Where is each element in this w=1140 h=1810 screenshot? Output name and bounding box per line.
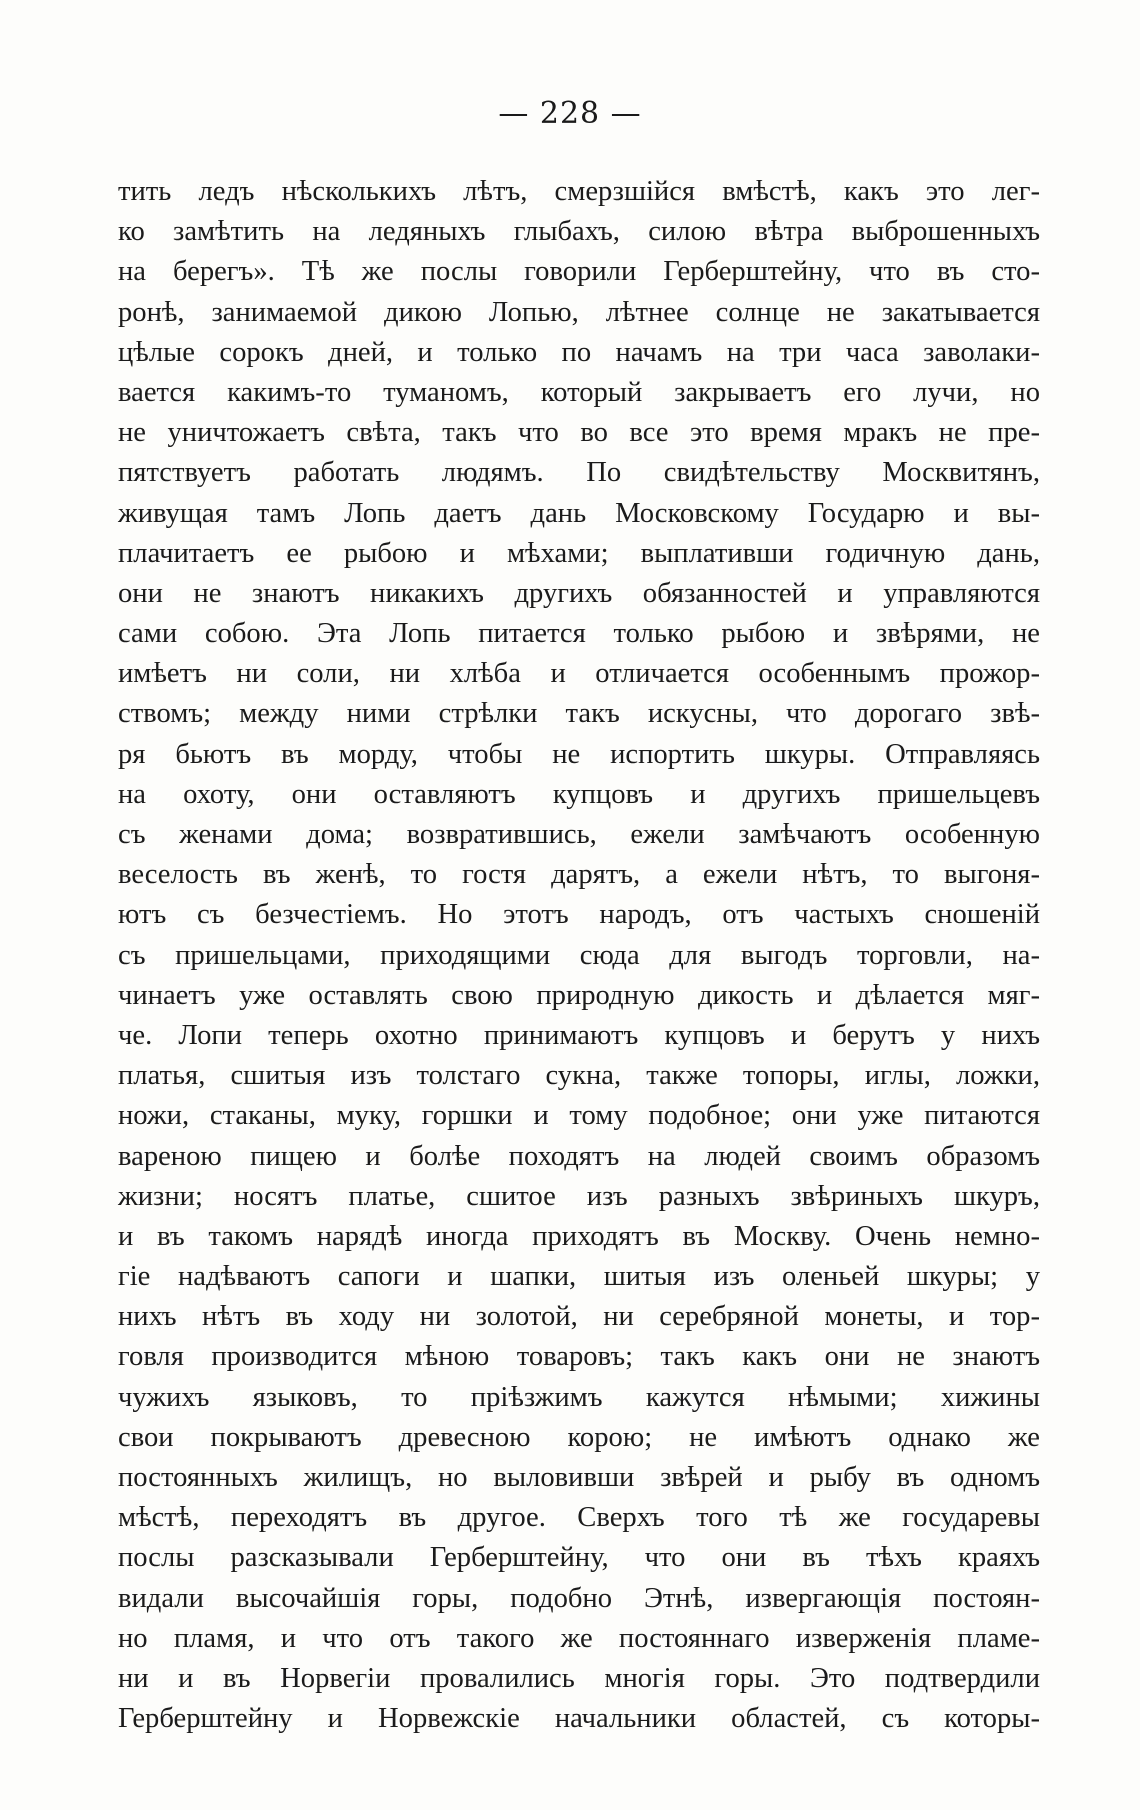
text-line: и въ такомъ нарядѣ иногда приходятъ въ Москву. Очень немно- xyxy=(118,1220,1040,1252)
text-line: ни и въ Норвегіи провалились многія горы. Это подтвердили xyxy=(118,1662,1040,1694)
text-line: ствомъ; между ними стрѣлки такъ искусны, что дорогаго звѣ- xyxy=(118,698,1040,730)
text-line: чинаетъ уже оставлять свою природную дикость и дѣлается мяг- xyxy=(118,979,1040,1011)
text-line: мѣстѣ, переходятъ въ другое. Сверхъ того тѣ же государевы xyxy=(118,1502,1040,1534)
text-line: че. Лопи теперь охотно принимаютъ купцовъ и берутъ у нихъ xyxy=(118,1019,1040,1051)
text-line: видали высочайшія горы, подобно Этнѣ, извергающія постоян- xyxy=(118,1582,1040,1614)
text-line: пятствуетъ работать людямъ. По свидѣтельству Москвитянъ, xyxy=(118,457,1040,489)
page-number: — 228 — xyxy=(498,96,642,131)
text-line: ножи, стаканы, муку, горшки и тому подобное; они уже питаются xyxy=(118,1100,1040,1132)
text-line: вается какимъ-то туманомъ, который закрываетъ его лучи, но xyxy=(118,376,1040,408)
text-line: но пламя, и что отъ такого же постояннаго изверженія пламе- xyxy=(118,1622,1040,1654)
text-line: постоянныхъ жилищъ, но выловивши звѣрей и рыбу въ одномъ xyxy=(118,1462,1040,1493)
text-line: съ женами дома; возвратившись, ежели замѣчаютъ особенную xyxy=(118,819,1040,850)
text-line: веселость въ женѣ, то гостя дарятъ, а ежели нѣтъ, то выгоня- xyxy=(118,859,1040,891)
text-line: ря бьютъ въ морду, чтобы не испортить шкуры. Отправляясь xyxy=(118,738,1040,770)
body-text xyxy=(118,172,1040,1739)
text-line: послы разсказывали Герберштейну, что они въ тѣхъ краяхъ xyxy=(118,1542,1040,1574)
text-line: ютъ съ безчестіемъ. Но этотъ народъ, отъ частыхъ сношеній xyxy=(118,899,1040,931)
text-line: они не знаютъ никакихъ другихъ обязанностей и управляются xyxy=(118,577,1040,609)
text-line: съ пришельцами, приходящими сюда для выгодъ торговли, на- xyxy=(118,939,1040,971)
text-line: вареною пищею и болѣе походятъ на людей своимъ образомъ xyxy=(118,1140,1040,1172)
text-line: платья, сшитыя изъ толстаго сукна, также топоры, иглы, ложки, xyxy=(118,1060,1040,1092)
text-line: сами собою. Эта Лопь питается только рыбою и звѣрями, не xyxy=(118,618,1040,650)
text-line: живущая тамъ Лопь даетъ дань Московскому Государю и вы- xyxy=(118,497,1040,529)
text-line: имѣетъ ни соли, ни хлѣба и отличается особеннымъ прожор- xyxy=(118,658,1040,690)
text-line: чужихъ языковъ, то пріѣзжимъ кажутся нѣмыми; хижины xyxy=(118,1381,1040,1413)
text-line: не уничтожаетъ свѣта, такъ что во все это время мракъ не пре- xyxy=(118,417,1040,449)
text-line: цѣлые сорокъ дней, и только по начамъ на три часа заволаки- xyxy=(118,336,1040,368)
text-line: плачитаетъ ее рыбою и мѣхами; выплативши годичную дань, xyxy=(118,537,1040,569)
text-line: гіе надѣваютъ сапоги и шапки, шитыя изъ оленьей шкуры; у xyxy=(118,1261,1040,1293)
text-line: свои покрываютъ древесною корою; не имѣютъ однако же xyxy=(118,1421,1040,1453)
text-line: ронѣ, занимаемой дикою Лопью, лѣтнее солнце не закатывается xyxy=(118,296,1040,328)
text-line: Герберштейну и Норвежскіе начальники областей, съ которы- xyxy=(118,1703,1040,1735)
text-line: нихъ нѣтъ въ ходу ни золотой, ни серебряной монеты, и тор- xyxy=(118,1301,1040,1333)
text-line: на берегъ». Тѣ же послы говорили Герберштейну, что въ сто- xyxy=(118,256,1040,288)
text-line: говля производится мѣною товаровъ; такъ какъ они не знаютъ xyxy=(118,1341,1040,1373)
text-line: на охоту, они оставляютъ купцовъ и другихъ пришельцевъ xyxy=(118,778,1040,810)
text-line: жизни; носятъ платье, сшитое изъ разныхъ звѣриныхъ шкуръ, xyxy=(118,1180,1040,1212)
text-line: ко замѣтить на ледяныхъ глыбахъ, силою вѣтра выброшенныхъ xyxy=(118,216,1040,248)
text-line: тить ледъ нѣсколькихъ лѣтъ, смерзшійся вмѣстѣ, какъ это лег- xyxy=(118,176,1040,207)
